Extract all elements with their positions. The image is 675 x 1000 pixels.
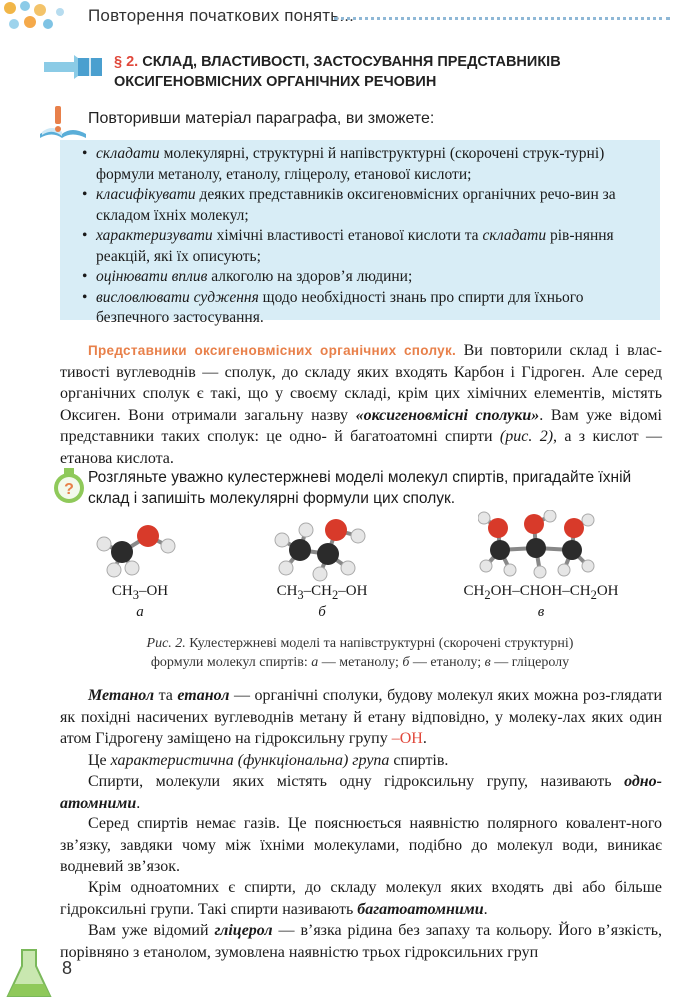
- objective-text: рів-няння реакцій, які їх описують;: [96, 227, 614, 265]
- section-title-line2: ОКСИГЕНОВМІСНИХ ОРГАНІЧНИХ РЕЧОВИН: [114, 74, 437, 90]
- question-flask-icon: [52, 466, 86, 504]
- formula-subscript: 2: [332, 588, 339, 602]
- paragraph-text: — органічні сполуки, будову молекул яких можна роз-глядати як похідні насичених вуглеводнів метану й етану відповідно, у молеку-лах яких один атом Гідрогену заміщено на гідроксильну групу: [60, 687, 663, 747]
- paragraph-text: Вам уже відомий: [88, 922, 215, 939]
- objective-verb: складати: [482, 227, 547, 244]
- objective-verb: складати: [96, 145, 160, 162]
- objective-verb: характеризувати: [96, 227, 213, 244]
- objective-verb: висловлювати судження: [96, 288, 259, 306]
- paragraph-text: .: [483, 900, 488, 918]
- objective-verb: оцінювати вплив: [96, 268, 208, 285]
- section-number: § 2.: [114, 54, 139, 70]
- caption-text: Кулестержневі моделі та напівструктурні (скорочені структурні): [185, 636, 574, 651]
- paragraph-text: — в’язка рідина без запаху та кольору. Його в’язкість, порівняно з етанолом, зумовлена наявністю трьох гідроксильних груп: [60, 922, 663, 961]
- label-a: а: [136, 604, 144, 620]
- key-term: багатоатомними: [357, 900, 484, 918]
- key-term: одно-атомними: [60, 773, 662, 812]
- list-item: [82, 226, 658, 267]
- caption-label: Рис. 2.: [146, 636, 186, 651]
- methanol-model: [92, 516, 184, 580]
- list-item: [82, 288, 658, 329]
- list-item: [82, 185, 658, 226]
- label-c: в: [537, 604, 545, 620]
- formula-part: OH: [596, 583, 619, 599]
- formula-subscript: 3: [132, 588, 139, 602]
- key-term: «оксигеновмісні сполуки»: [355, 406, 540, 424]
- header-title: Повторення початкових понять...: [88, 6, 355, 25]
- formula-part: –CH: [303, 583, 332, 599]
- caption-letter: б: [402, 655, 410, 670]
- paragraph-heading: Представники оксигеновмісних органічних сполук.: [88, 343, 457, 358]
- list-item: [82, 144, 658, 185]
- open-book-exclamation-icon: [38, 104, 88, 140]
- label-b: б: [318, 604, 326, 620]
- list-item: [82, 267, 658, 288]
- paragraph-text: , а з кислот — етанова кислота.: [60, 428, 663, 467]
- paragraph-1: [60, 685, 662, 750]
- objective-text: щодо необхідності знань про спирти для їхнього безпечного застосування.: [96, 288, 584, 326]
- paragraph-text: та: [154, 687, 178, 704]
- figure-reference: (рис. 2): [499, 428, 554, 445]
- formula-glycerol: [446, 583, 636, 603]
- glycerol-model: [478, 510, 596, 582]
- paragraph-text: Спирти, молекули яких містять одну гідроксильну групу, називають: [88, 773, 625, 790]
- formula-part: –OH: [138, 583, 169, 599]
- paragraph-text: Крім одноатомних є спирти, до складу молекул яких входять дві або більше гідроксильні групи. Такі спирти називають: [60, 879, 662, 918]
- formula-part: OH–CHOH–CH: [490, 583, 591, 599]
- objective-text: молекулярні, структурні й напівструктурні (скорочені струк-турні) формули метанолу, етанолу, гліцеролу, етанової кислоти;: [96, 145, 605, 183]
- paragraph-6: [60, 920, 662, 963]
- page-header: [0, 0, 675, 34]
- paragraph-text: спиртів.: [389, 752, 449, 769]
- paragraph-text: . Вам уже відомі представники таких сполук: це одно- й багатоатомні спирти: [60, 406, 663, 445]
- paragraph-5: [60, 877, 662, 920]
- objectives-list: [82, 144, 658, 329]
- paragraph-4: Серед спиртів немає газів. Це пояснюється наявністю полярного ковалент-ного зв’язку, завдяки чому між їхніми молекулами, подібно до молекул води, виникає водневий зв’язок.: [60, 815, 662, 875]
- caption-text: формули молекул спиртів:: [150, 655, 312, 670]
- decorative-dots-icon: [0, 0, 70, 34]
- objectives-intro: Повторивши матеріал параграфа, ви зможете:: [88, 110, 435, 127]
- key-term: гліцерол: [214, 922, 273, 939]
- caption-letter: а: [311, 655, 319, 670]
- svg-text:?: ?: [64, 481, 74, 498]
- italic-term: характеристична (функціональна) група: [110, 752, 390, 769]
- paragraph-2: [60, 750, 662, 772]
- question-text: Розгляньте уважно кулестержневі моделі молекул спиртів, пригадайте їхній склад і запишіть молекулярні формули цих сполук.: [88, 469, 632, 507]
- section-title: [114, 52, 654, 92]
- paragraph-text: .: [422, 730, 427, 747]
- paragraph-3: [60, 771, 662, 814]
- paragraph-text: Це: [88, 752, 111, 769]
- caption-text: — метанолу;: [318, 655, 403, 670]
- objective-text: хімічні властивості етанової кислоти та: [212, 227, 483, 244]
- formula-part: CH: [463, 583, 485, 599]
- book-arrow-icon: [44, 52, 106, 82]
- paragraph-text: .: [136, 794, 141, 812]
- page-number: 8: [62, 958, 73, 978]
- formula-part: CH: [111, 583, 133, 599]
- objective-text: деяких представників оксигеновмісних органічних речо-вин за складом їхніх молекул;: [96, 186, 616, 224]
- formula-ethanol: [262, 583, 382, 603]
- formula-subscript: 2: [590, 588, 597, 602]
- intro-paragraph: [60, 340, 662, 469]
- formula-part: –OH: [338, 583, 368, 599]
- caption-letter: в: [484, 655, 491, 670]
- ethanol-model: [270, 514, 374, 582]
- figure-caption: [70, 634, 650, 672]
- formula-subscript: 2: [484, 588, 491, 602]
- section-title-line1: СКЛАД, ВЛАСТИВОСТІ, ЗАСТОСУВАННЯ ПРЕДСТАВНИКІВ: [142, 54, 561, 70]
- hydroxyl-group: –OH: [391, 730, 423, 747]
- objective-text: алкоголю на здоров’я людини;: [207, 268, 413, 285]
- caption-text: — гліцеролу: [490, 655, 570, 670]
- key-term: етанол: [177, 687, 230, 704]
- paragraph-text: Ви повторили склад і влас-тивості вуглеводнів — сполук, до складу яких входять Карбон і Гідроген. Але серед органічних сполук є такі, що у своєму складі, крім цих хімічних елементів, містять Оксиген. Вони отримали загальну назву: [60, 342, 662, 424]
- formula-part: CH: [276, 583, 298, 599]
- objective-verb: класифікувати: [96, 186, 196, 203]
- header-dotted-line: [334, 17, 670, 20]
- formula-methanol: [90, 583, 190, 603]
- flask-icon: [4, 948, 54, 1000]
- caption-text: — етанолу;: [409, 655, 485, 670]
- formula-subscript: 3: [297, 588, 304, 602]
- key-term: Метанол: [88, 687, 155, 704]
